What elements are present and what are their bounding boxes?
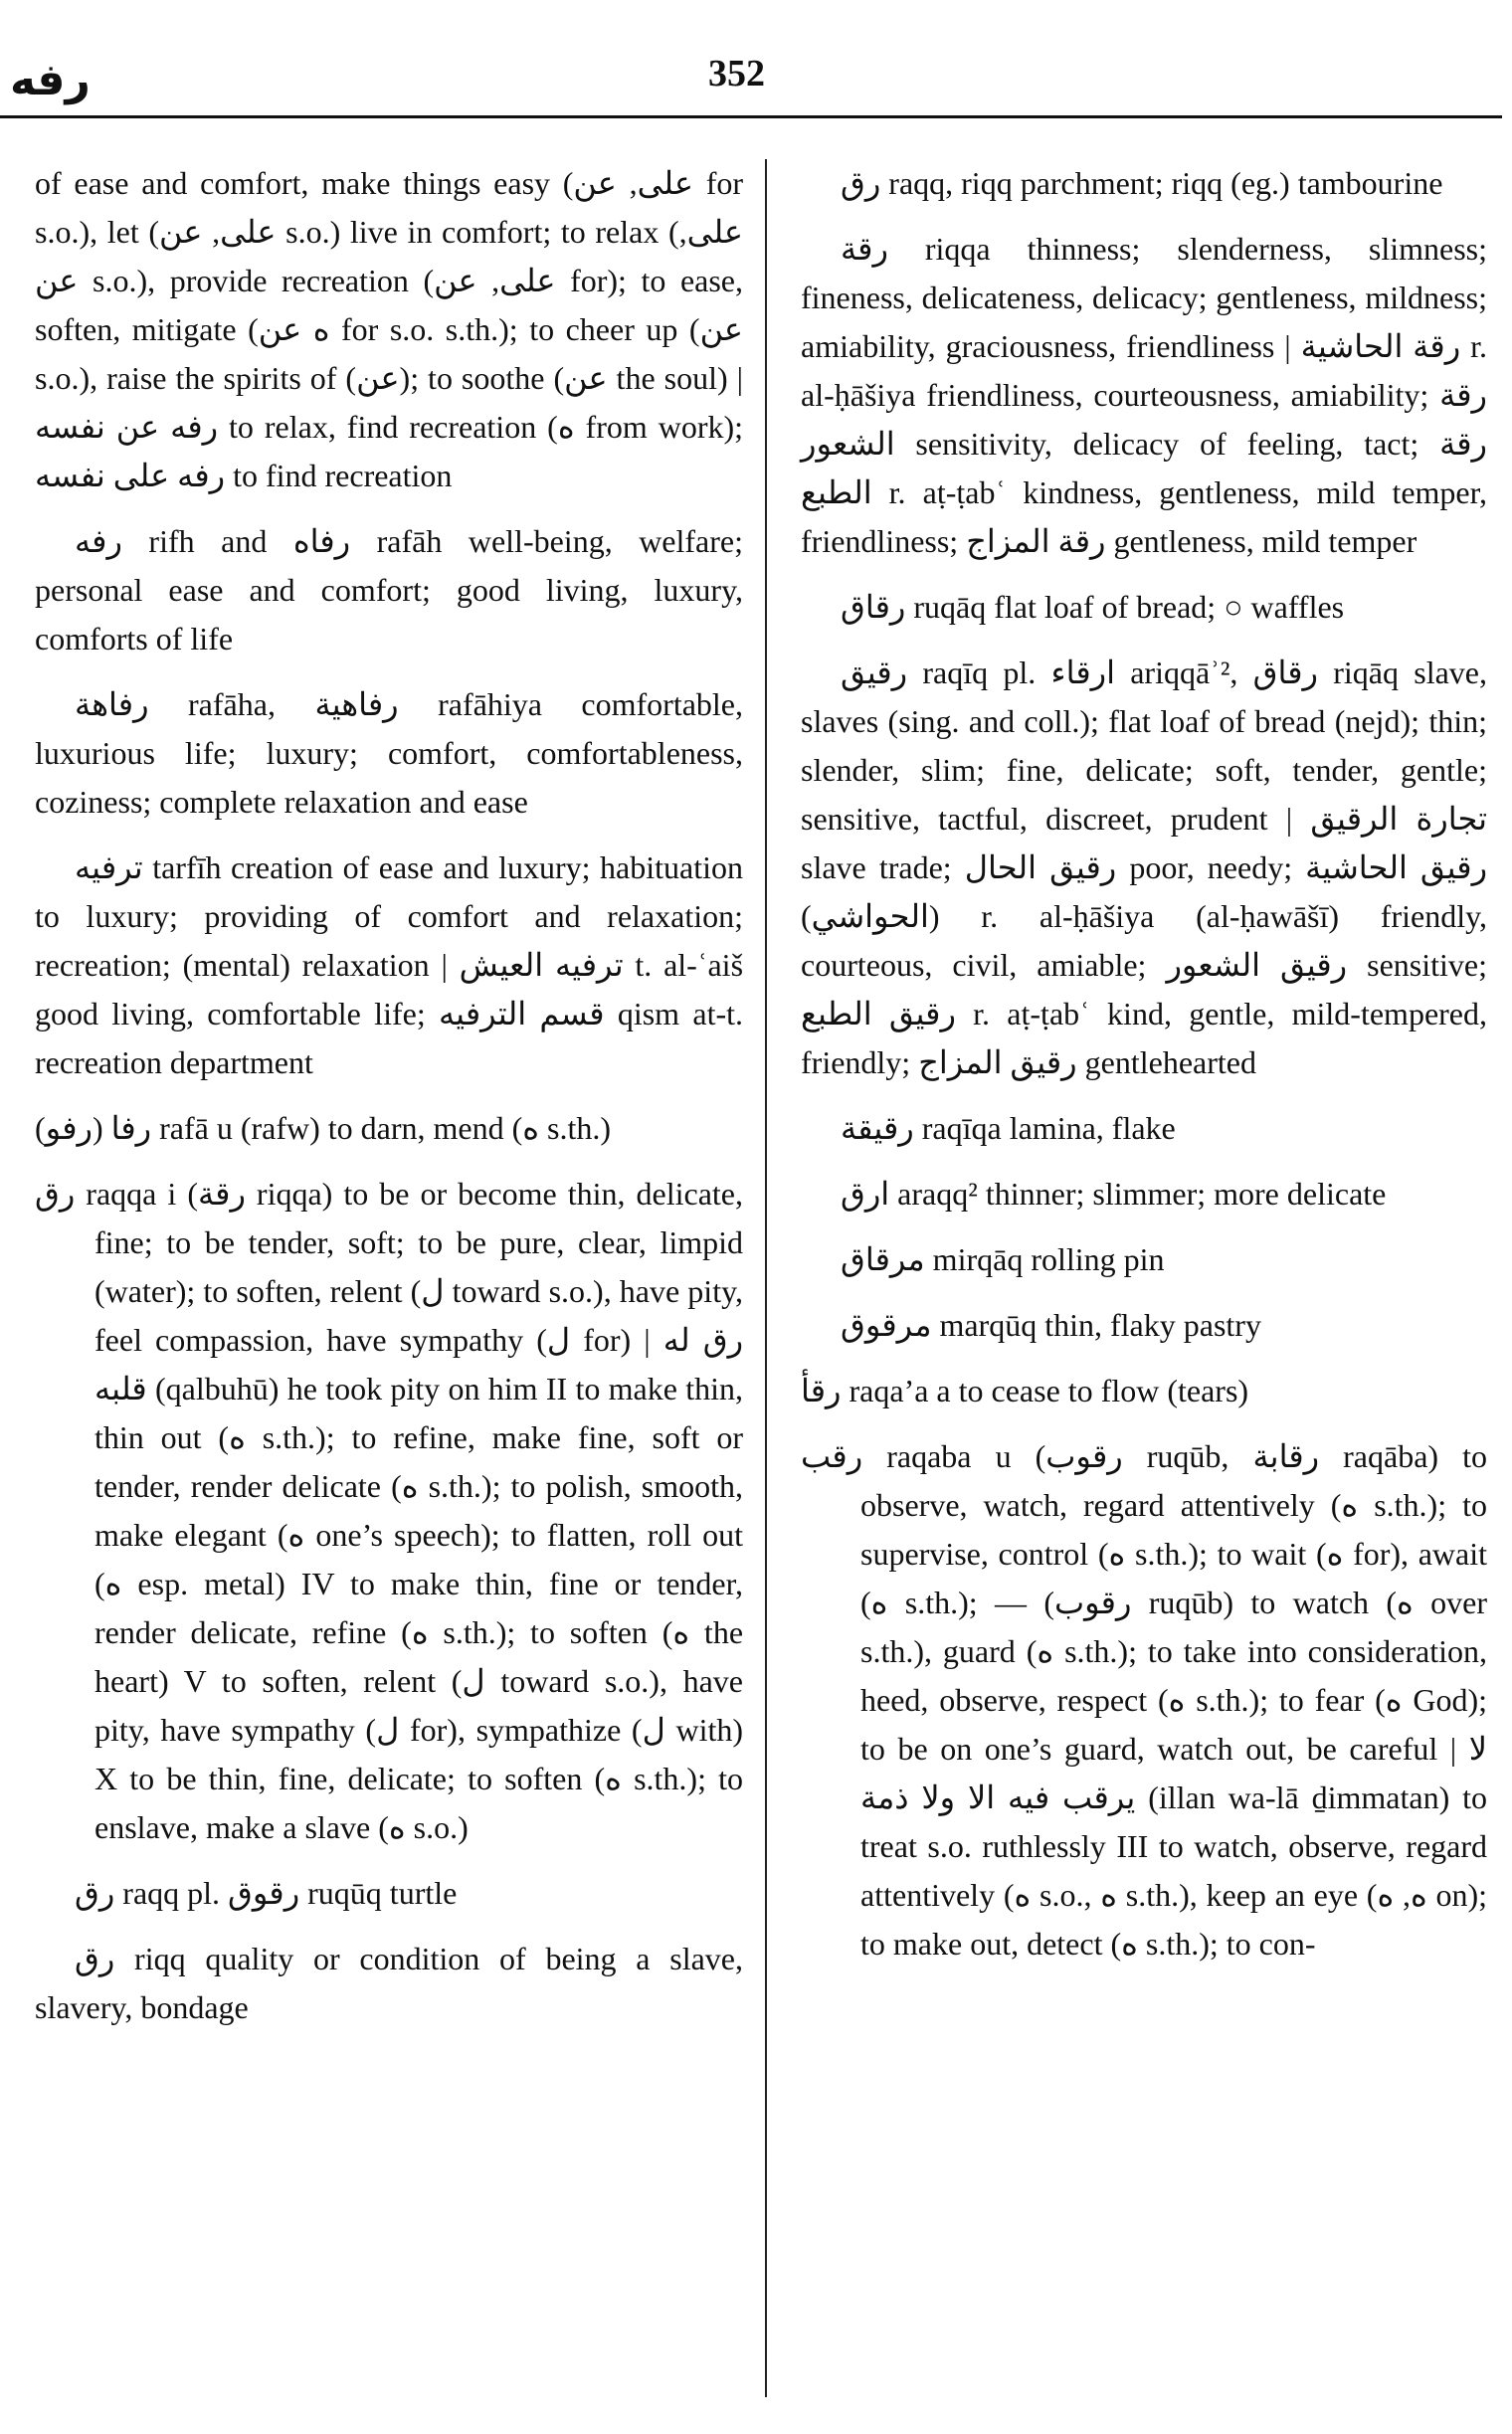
dictionary-entry: ترفيه tarfīh creation of ease and luxury; habituation to luxury; providing of comfort and relaxation; recreation; (mental) relaxation | ترفيه العيش t. al-ʿaiš good living, comfortable life; قسم الترفيه qism at-t. recreation department bbox=[35, 849, 744, 1080]
dictionary-entry: رق raqq, riqq parchment; riqq (eg.) tambourine bbox=[841, 165, 1443, 201]
dictionary-entry: مرقاق mirqāq rolling pin bbox=[841, 1241, 1165, 1277]
header-rule bbox=[0, 115, 1502, 118]
dictionary-entry: رق raqq pl. رقوق ruqūq turtle bbox=[75, 1875, 458, 1911]
dictionary-entry: رقة riqqa thinness; slenderness, slimness; fineness, delicateness, delicacy; gentleness, mildness; amiability, graciousness, friendliness | رقة الحاشية r. al-ḥāšiya friendliness, courteousness, amiability; رقة الشعور sensitivity, delicacy of feeling, tact; رقة الطبع r. aṭ-ṭabʿ kindness, gentleness, mild temper, friendliness; رقة المزاج gentleness, mild temper bbox=[801, 231, 1488, 559]
dictionary-entry: رق raqqa i (رقة riqqa) to be or become thin, delicate, fine; to be tender, soft; to be pure, clear, limpid (water); to soften, relent (ل toward s.o.), have pity, feel compassion, have sympathy (ل for) | رق له قلبه (qalbuhū) he took pity on him II to make thin, thin out (ه s.th.); to refine, make fine, soft or tender, render delicate (ه s.th.); to polish, smooth, make elegant (ه one’s speech); to flatten, roll out (ه esp. metal) IV to make thin, fine or tender, render delicate, refine (ه s.th.); to soften (ه the heart) V to soften, relent (ل toward s.o.), have pity, have sympathy (ل for), sympathize (ل with) X to be thin, fine, delicate; to soften (ه s.th.); to enslave, make a slave (ه s.o.) bbox=[35, 1176, 744, 1845]
dictionary-entry: رقب raqaba u (رقوب ruqūb, رقابة raqāba) to observe, watch, regard attentively (ه s.th.); to supervise, control (ه s.th.); to wait (ه for), await (ه s.th.); — (رقوب ruqūb) to watch (ه over s.th.), guard (ه s.th.); to take into consideration, heed, observe, respect (ه s.th.); to fear (ه God); to be on one’s guard, watch out, be careful | لا يرقب فيه الا ولا ذمة (illan wa-lā ḏimmatan) to treat s.o. ruthlessly III to watch, observe, regard attentively (ه s.o., ه s.th.), keep an eye (ه, ه on); to make out, detect (ه s.th.); to con- bbox=[801, 1438, 1488, 1962]
left-column bbox=[35, 159, 743, 2049]
dictionary-entry: مرقوق marqūq thin, flaky pastry bbox=[841, 1307, 1261, 1343]
column-divider bbox=[765, 159, 767, 2397]
dictionary-entry: رقاق ruqāq flat loaf of bread; ○ waffles bbox=[841, 589, 1345, 625]
dictionary-entry: رقيق raqīq pl. ارقاء ariqqāʾ², رقاق riqāq slave, slaves (sing. and coll.); flat loaf of bread (nejd); thin; slender, slim; fine, delicate; soft, tender, gentle; sensitive, tactful, discreet, prudent | تجارة الرقيق slave trade; رقيق الحال poor, needy; رقيق الحاشية (الحواشي) r. al-ḥāšiya (al-ḥawāšī) friendly, courteous, civil, amiable; رقيق الشعور sensitive; رقيق الطبع r. aṭ-ṭabʿ kind, gentle, mild-tempered, friendly; رقيق المزاج gentlehearted bbox=[801, 655, 1488, 1080]
dictionary-entry: رفه rifh and رفاه rafāh well-being, welfare; personal ease and comfort; good living, luxury, comforts of life bbox=[35, 523, 744, 656]
dictionary-entry: رق riqq quality or condition of being a slave, slavery, bondage bbox=[35, 1941, 743, 2025]
dictionary-entry: (رفو) رفا rafā u (rafw) to darn, mend (ه s.th.) bbox=[35, 1110, 612, 1146]
dictionary-entry: ارق araqq² thinner; slimmer; more delicate bbox=[841, 1176, 1387, 1212]
dictionary-entry: رقأ raqa’a a to cease to flow (tears) bbox=[801, 1373, 1249, 1408]
dictionary-entry: رفاهة rafāha, رفاهية rafāhiya comfortable, luxurious life; luxury; comfort, comfortableness, coziness; complete relaxation and ease bbox=[35, 686, 744, 820]
dictionary-entry: رقيقة raqīqa lamina, flake bbox=[841, 1110, 1176, 1146]
dictionary-entry: of ease and comfort, make things easy (على, عن for s.o.), let (على, عن s.o.) live in comfort; to relax (على, عن s.o.), provide recreation (على, عن for); to ease, soften, mitigate (ه عن for s.o. s.th.); to cheer up (عن s.o.), raise the spirits of (عن); to soothe (عن the soul) | رفه عن نفسه to relax, find recreation (ه from work); رفه على نفسه to find recreation bbox=[35, 165, 744, 493]
page-header bbox=[0, 0, 1512, 119]
page-number: 352 bbox=[708, 53, 765, 94]
right-column bbox=[801, 159, 1487, 1985]
running-head: رفه bbox=[10, 55, 91, 105]
